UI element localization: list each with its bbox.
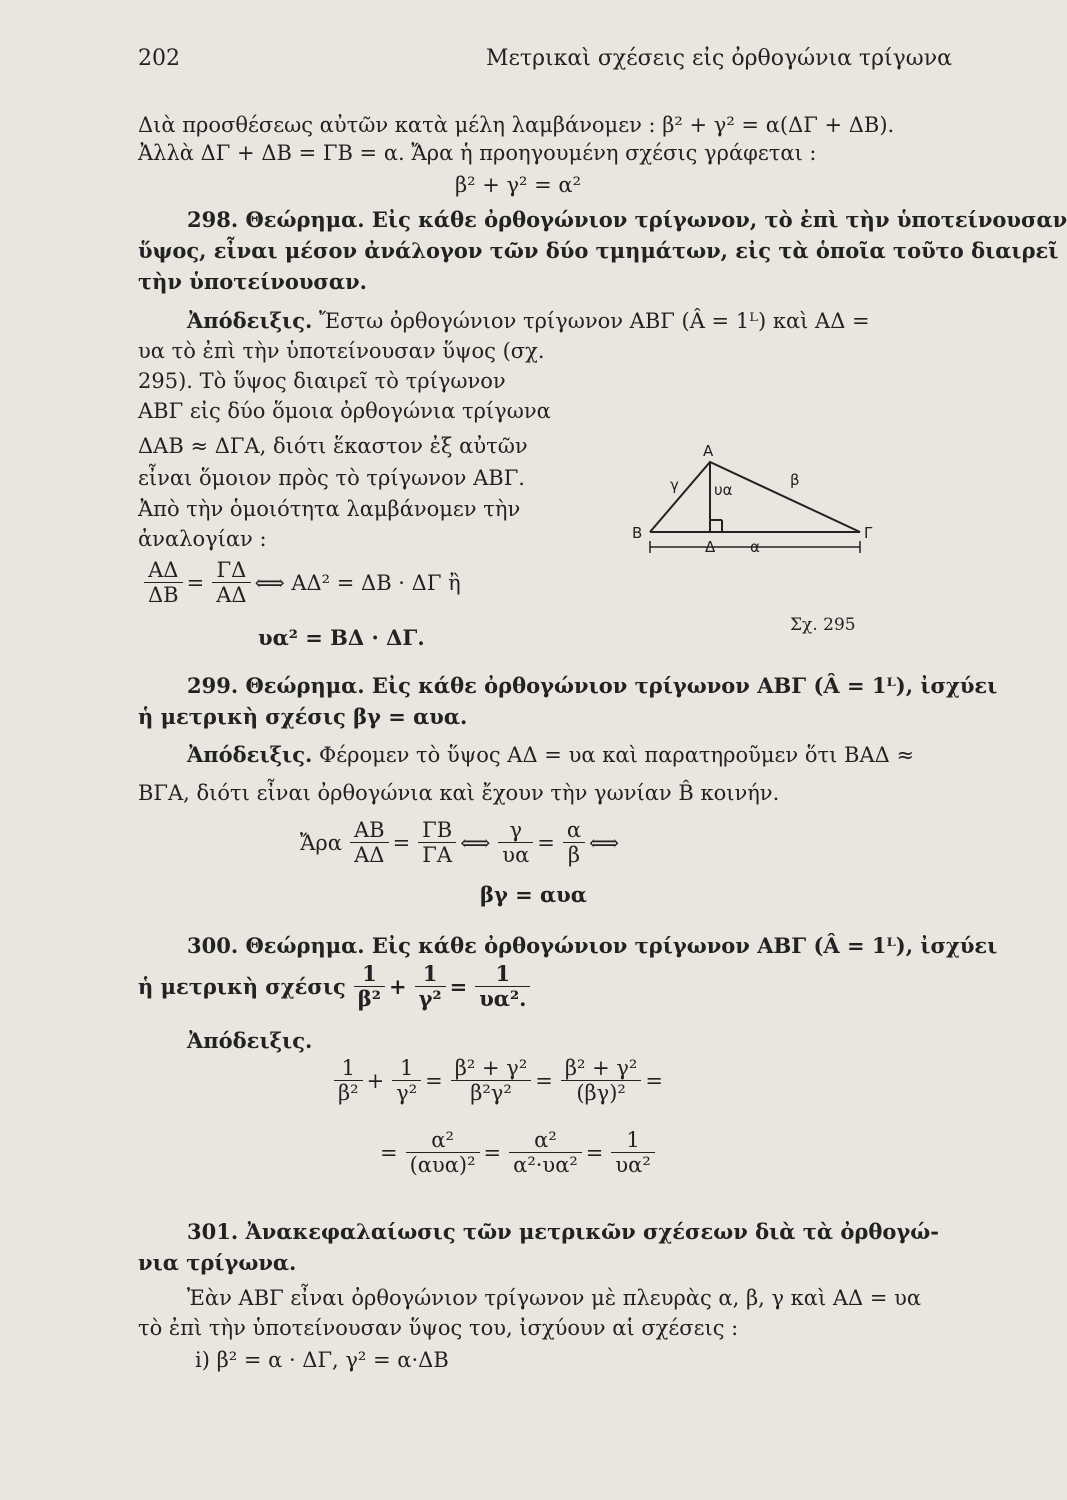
t301-line-5: i) β² = α · ΔΓ, γ² = α·ΔΒ (195, 1348, 449, 1372)
t299-proof-line-1 (187, 742, 914, 768)
t298-proof-line-8: ἀναλογίαν : (138, 527, 267, 551)
figure-295 (610, 440, 880, 590)
t299-proof-line-2: ΒΓΑ, διότι εἶναι ὀρθογώνια καὶ ἔχουν τὴν γωνίαν B̂ κοινήν. (138, 781, 780, 805)
t298-proof-text-1: Ἔστω ὀρθογώνιον τρίγωνον ΑΒΓ (Â = 1ᴸ) καὶ ΑΔ = (319, 309, 870, 333)
t298-equation-rest: ⟺ ΑΔ² = ΔΒ · ΔΓ ἢ (254, 570, 461, 595)
t299-statement-2: ἡ μετρικὴ σχέσις βγ = αυα. (138, 704, 468, 729)
t298-proof-line-2: υα τὸ ἐπὶ τὴν ὑποτείνουσαν ὕψος (σχ. (138, 339, 545, 363)
t298-statement-2: ὕψος, εἶναι μέσον ἀνάλογον τῶν δύο τμημάτων, εἰς τὰ ὁποῖα τοῦτο διαιρεῖ (138, 238, 1059, 263)
t298-proof-label: Ἀπόδειξις. (187, 308, 313, 333)
label-alpha: α (750, 538, 760, 556)
t299-proof-text-1: Φέρομεν τὸ ὕψος ΑΔ = υα καὶ παρατηροῦμεν ὅτι ΒΑΔ ≈ (319, 743, 915, 767)
page-number: 202 (138, 46, 180, 71)
intro-line-1: Διὰ προσθέσεως αὐτῶν κατὰ μέλη λαμβάνομεν : β² + γ² = α(ΔΓ + ΔΒ). (138, 113, 895, 137)
fraction-ad-db: $\frac{A\Delta}{\Delta B}$ (144, 558, 183, 607)
intro-line-3: β² + γ² = α² (455, 173, 582, 197)
t300-proof-row-2: = $\frac{\text{α²}}{\text{(αυα)²}}$ = $\frac{\text{α²}}{\text{α²·υα²}}$ = $\frac{1}{\text{υα²}}$ (380, 1128, 659, 1177)
t299-proof-label: Ἀπόδειξις. (187, 742, 313, 767)
running-title: Μετρικαὶ σχέσεις εἰς ὀρθογώνια τρίγωνα (486, 46, 952, 71)
figure-caption: Σχ. 295 (790, 615, 856, 635)
t299-equation: Ἄρα $\frac{AB}{A\Delta}$ = $\frac{\Gamma B}{\Gamma A}$ ⟺ $\frac{\gamma}{\upsilon\alpha}$ = $\frac{\alpha}{\beta}$ ⟺ (300, 818, 620, 867)
t301-line-4: τὸ ἐπὶ τὴν ὑποτείνουσαν ὕψος του, ἰσχύουν αἱ σχέσεις : (138, 1316, 739, 1340)
label-beta: β (790, 471, 800, 489)
t299-statement-1: 299. Θεώρημα. Εἰς κάθε ὀρθογώνιον τρίγωνον ΑΒΓ (Â = 1ᴸ), ἰσχύει (187, 673, 998, 698)
label-G: Γ (864, 524, 873, 542)
t298-proof-line-3: 295). Τὸ ὕψος διαιρεῖ τὸ τρίγωνον (138, 369, 506, 393)
t298-proof-line-7: Ἀπὸ τὴν ὁμοιότητα λαμβάνομεν τὴν (138, 497, 521, 521)
label-B: Β (632, 524, 643, 542)
intro-line-2: Ἀλλὰ ΔΓ + ΔΒ = ΓΒ = α. Ἄρα ἡ προηγουμένη σχέσις γράφεται : (138, 141, 817, 165)
t300-statement-2: ἡ μετρικὴ σχέσις $\frac{1}{\text{β²}}$ + $\frac{1}{\text{γ²}}$ = $\frac{1}{\text{υα².}}$ (138, 962, 534, 1011)
label-ua: υα (714, 481, 733, 499)
t300-proof-row-1: $\frac{1}{\text{β²}}$ + $\frac{1}{\text{γ²}}$ = $\frac{\text{β² + γ²}}{\text{β²γ²}}$ = $\frac{\text{β² + γ²}}{\text{(βγ)²}}$ = (330, 1056, 667, 1105)
t301-title-2: νια τρίγωνα. (138, 1250, 297, 1275)
label-gamma: γ (670, 476, 679, 494)
t301-title-1: 301. Ἀνακεφαλαίωσις τῶν μετρικῶν σχέσεων διὰ τὰ ὀρθογώ- (187, 1219, 939, 1244)
t298-statement-1: 298. Θεώρημα. Εἰς κάθε ὀρθογώνιον τρίγωνον, τὸ ἐπὶ τὴν ὑποτείνουσαν (187, 207, 1067, 232)
t301-line-3: Ἐὰν ΑΒΓ εἶναι ὀρθογώνιον τρίγωνον μὲ πλευρὰς α, β, γ καὶ ΑΔ = υα (187, 1286, 922, 1310)
t298-final-equation: υα² = ΒΔ · ΔΓ. (258, 625, 425, 650)
t298-proof-line-1 (187, 308, 870, 334)
label-A: Α (703, 442, 714, 460)
t299-final: βγ = αυα (480, 882, 587, 907)
t298-proof-line-4: ΑΒΓ εἰς δύο ὅμοια ὀρθογώνια τρίγωνα (138, 399, 551, 423)
t298-proportion: $\frac{A\Delta}{\Delta B}$ = $\frac{\Gamma\Delta}{A\Delta}$ ⟺ ΑΔ² = ΔΒ · ΔΓ ἢ (140, 558, 465, 607)
fraction-gd-ad: $\frac{\Gamma\Delta}{A\Delta}$ (212, 558, 250, 607)
t300-statement-1: 300. Θεώρημα. Εἰς κάθε ὀρθογώνιον τρίγωνον ΑΒΓ (Â = 1ᴸ), ἰσχύει (187, 933, 998, 958)
t298-proof-line-6: εἶναι ὅμοιον πρὸς τὸ τρίγωνον ΑΒΓ. (138, 466, 525, 490)
label-D: Δ (705, 538, 716, 556)
t300-proof-label: Ἀπόδειξις. (187, 1028, 313, 1053)
triangle-legs (650, 462, 860, 532)
t298-proof-line-5: ΔΑΒ ≈ ΔΓΑ, διότι ἕκαστον ἐξ αὐτῶν (138, 434, 528, 458)
t298-statement-3: τὴν ὑποτείνουσαν. (138, 269, 367, 294)
